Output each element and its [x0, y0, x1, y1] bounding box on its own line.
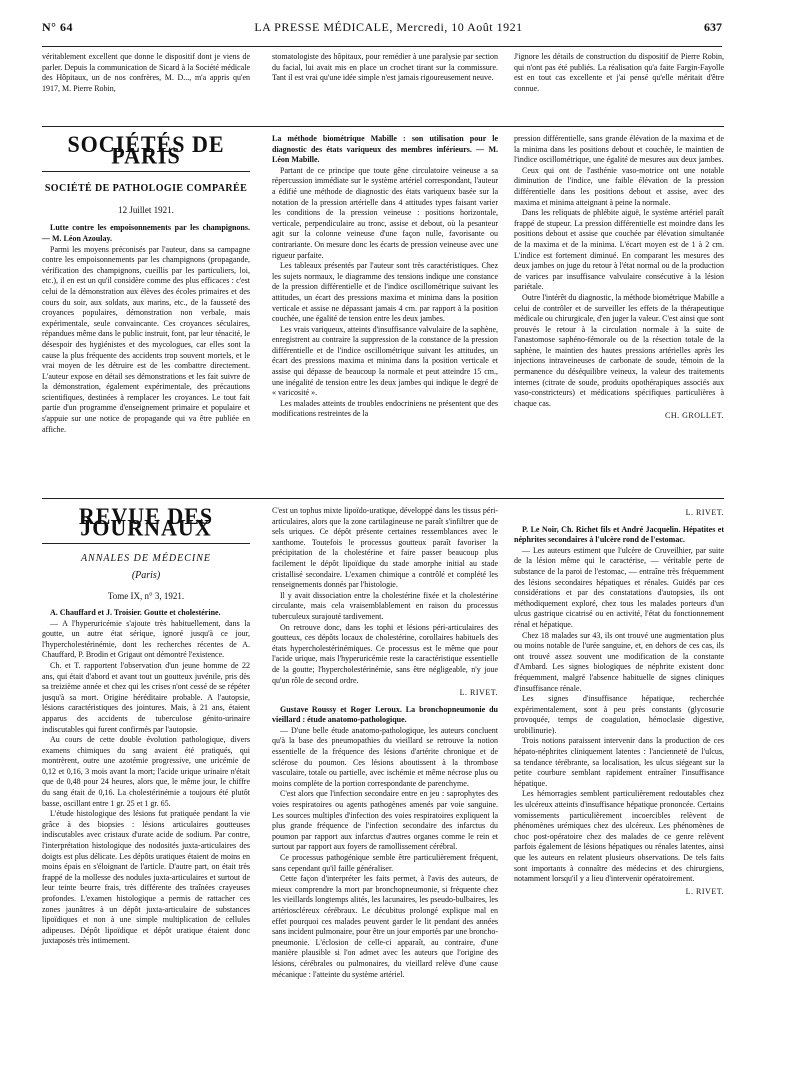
review-paragraph: Au cours de cette double évolution pathologique, divers examens chimiques du sang avaient été pratiqués, qui montrèrent, outre une azotémie progressive, une uricémie de 0,12 et 0,16, 3 mois avant la mort; l'acide urique urinaire n'était que de 0,48 pour 24 heures, alors que, le même jour, le chiffre du sang était de 0,16. La cholestérinémie a toujours été plutôt basse, oscillant entre 1 gr. 25 et 1 gr. 65.: [42, 735, 250, 808]
review-heading: A. Chauffard et J. Troisier. Goutte et cholestérine.: [50, 607, 221, 617]
text-block: J'ignore les détails de construction du dispositif de Pierre Robin, qui n'ont pas été publiés. La réalisation qu'a faite Fargin-Fayolle est en tout cas excellente et j'ai pensé qu'elle méritait d'être connue.: [514, 52, 724, 93]
review-paragraph: — D'une belle étude anatomo-pathologique, les auteurs concluent qu'à la base des pneumopathies du vieillard se retrouve la notion essentielle de la fréquence des lésions d'artérite chronique et de sclérose du poumon. Ces lésions aboutissent à la thrombose vasculaire, totale ou partielle, avec ischémie et même nécrose plus ou moins complète de la portion correspondante de parenchyme.: [272, 725, 498, 788]
article-paragraph: Les tableaux présentés par l'auteur sont très caractéristiques. Chez les sujets normaux, le diagramme des tensions indique une constance de la pression différentielle et de l'indice oscillométrique suivant les attitudes, un écart des pressions maxima et minima dans la position verticale et assise ne dépassant jamais 4 cm. par rapport à la position couchée, une égalité de tension entre les deux jambes.: [272, 261, 498, 324]
review-paragraph: Cette façon d'interpréter les faits permet, à l'avis des auteurs, de mieux comprendre la mort par bronchopneumonie, si fréquente chez les vieillards longtemps alités, les lacunaires, les pseudo-bulbaires, les artérioscléreux cérébraux. Le décubitus prolongé explique mal en effet pourquoi ces malades peuvent garder le lit pendant des années sans incident pulmonaire, pour être un jour emportés par une broncho-pneumonie. L'éclosion de celle-ci apparaît, au contraire, d'une manière plausible si l'on admet avec les auteurs que l'origine des lésions, cérébrales ou pulmonaires, du vieillard relève d'une cause mécanique : l'atteinte du système artériel.: [272, 874, 498, 979]
journal-name: ANNALES DE MÉDECINE: [80, 553, 212, 565]
revue-col-1: [42, 503, 250, 947]
author-signature: L. RIVET.: [685, 886, 724, 896]
review-paragraph: C'est alors que l'infection secondaire entre en jeu : saprophytes des voies respiratoires ou agents pathogènes amenés par voie sanguine. Les sources multiples d'infection des voies respiratoires expliquent la plus grande fréquence de l'infection secondaire des infarctus du poumon par rapport aux infarctus d'autres organes comme le rein et surtout par rapport aux foyers de ramollissement cérébral.: [272, 789, 498, 852]
societes-col-1: [42, 131, 250, 435]
author-signature: L. RIVET.: [459, 688, 498, 698]
review-paragraph: Les hémorragies semblent particulièrement redoutables chez les ulcéreux atteints d'insuffisance hépatique prononcée. Certains vomissements particulièrement incoercibles relèvent de phénomènes urémiques chez des ulcéreux. Les phénomènes de choc post-opératoire chez des malades de ce genre relèvent parfois également de lésions hépatiques ou rénales latentes, ainsi que les auteurs en relatent plusieurs observations. De tels faits sont importants à connaître des médecins et des chirurgiens, notamment lorsqu'il y a lieu d'intervenir opératoirement.: [514, 789, 724, 884]
review-paragraph: Trois notions paraissent intervenir dans la production de ces hépato-néphrites cliniquement latentes : l'ancienneté de l'ulcus, sa tendance térébrante, sa localisation, les ulcus siégeant sur la petite courbure semblant rapidement entraîner l'insuffisance hépatique.: [514, 736, 724, 788]
top-col-3: [514, 52, 724, 94]
session-date: 12 Juillet 1921.: [118, 204, 174, 215]
text-block: stomatologiste des hôpitaux, pour remédier à une paralysie par section du facial, lui avait mis en place un crochet tirant sur la commissure. Tant il est vrai qu'une idée simple n'est jamais rigoureusement neuve.: [272, 52, 498, 83]
article-paragraph: Les vrais variqueux, atteints d'insuffisance valvulaire de la saphène, enregistrent au contraire la suppression de la constance de la pression différentielle et de l'indice oscillométrique suivant les attitudes, un écart des pressions maxima et minima dans la position verticale et assise qui dépasse de beaucoup la normale et peut atteindre 15 cm., une inégalité de tension entre les deux jambes qui indique le degré de « varicosité ».: [272, 324, 498, 398]
review-paragraph: — A l'hyperuricémie s'ajoute très habituellement, dans la goutte, un autre état sérique, ignoré jusqu'à ce jour, l'hypercholestérinémie, dont les recherches récentes de A. Chauffard, P. Brodin et Grigaut ont démontré l'existence.: [42, 618, 250, 660]
article-body: Parmi les moyens préconisés par l'auteur, dans sa campagne contre les empoisonnements par les champignons (propagande, vérification des champignons, cueillis par les particuliers, loi, etc.), il en est un qu'il considère comme des plus efficaces : c'est celui de la démonstration aux élèves des écoles primaires et des cours du soir, aux soldats, aux marins, etc., de la fausseté des croyances populaires, démonstration non verbale, mais expérimentale, seule convaincante. Ces croyances séculaires, répandues même dans le public instruit, font, par leur ténacité, le désespoir des hygiénistes et des mycologues, car elles sont la cause la plus fréquente des accidents trop souvent mortels, et le vrai moyen de les détruire est de les combattre directement. L'auteur expose en détail ses démonstrations et les fait suivre de la démonstration, également expérimentale, des précautions scientifiques, destinées à remplacer les croyances. Le tout fait partie d'un programme d'enseignement primaire et populaire et s'appuie sur une notice de propagande qui va être publiée en affiche.: [42, 244, 250, 434]
review-paragraph: On retrouve donc, dans les tophi et lésions péri-articulaires des goutteux, ces dépôts locaux de cholestérine, corollaires habituels des états hypercholestérinémiques. Ce processus est le même que pour l'acide urique, mais l'hyperuricémie reste la caractéristique essentielle de la goutte; l'hypercholestérinémie, sans être négligeable, n'y joue qu'un rôle de second ordre.: [272, 622, 498, 685]
author-signature: L. RIVET.: [685, 508, 724, 517]
article-paragraph: Outre l'intérêt du diagnostic, la méthode biométrique Mabille a celui de contrôler et de surveiller les effets de la thérapeutique médicale ou chirurgicale, d'en juger la valeur. C'est ainsi que sont prouvés le retour à la circulation normale à la suite de l'anastomose saphéno-fémorale ou de la résection totale de la saphène, le maintien des hautes pressions artérielles après les injections intraveineuses de carbonate de soude, témoin de la permanence du déséquilibre veineux, la valeur des traitements internes (citrate de soude, produits opothérapiques associés aux vaso-constricteurs) et médications spécifiques particulières à chaque cas.: [514, 292, 724, 408]
review-heading: P. Le Noir, Ch. Richet fils et André Jacquelin. Hépatites et néphrites secondaires à l'ulcère rond de l'estomac.: [514, 524, 724, 545]
society-name: SOCIÉTÉ DE PATHOLOGIE COMPARÉE: [44, 183, 248, 195]
article-heading: Lutte contre les empoisonnements par les champignons. — M. Léon Azoulay.: [42, 223, 250, 243]
review-paragraph: Ce processus pathogénique semble être particulièrement fréquent, sans cependant qu'il faille généraliser.: [272, 853, 498, 873]
review-paragraph: C'est un tophus mixte lipoïdo-uratique, développé dans les tissus péri-articulaires, alors que la zone cartilagineuse ne paraît s'infiltrer que de sels uriques. Ce dépôt présente certaines ressemblances avec le xanthome. Toutefois le processus goutteux paraît favoriser la précipitation de la cholestérine et faire passer beaucoup plus facilement le dépôt lipoïdique du stade amorphe initial au stade cristallisé secondaire. L'examen chimique a contrôlé et complété les renseignements donnés par l'histologie.: [272, 506, 498, 590]
section-divider: [42, 498, 724, 499]
review-paragraph: Ch. et T. rapportent l'observation d'un jeune homme de 22 ans, qui était d'abord et avant tout un goutteux juvénile, pris dès sa treizième année et chez qui les crises n'ont cessé de se répéter jusqu'à sa mort. Origine héréditaire probable. A l'autopsie, lésions caractéristiques des jointures. Mais, à 21 ans, étaient apparus des accidents de tuberculose génito-urinaire indiscutables qui furent confirmés par l'autopsie.: [42, 660, 250, 734]
article-paragraph: pression différentielle, sans grande élévation de la maxima et de la minima dans les positions debout et couchée, le maintien de l'indice oscillométrique, une égalité de mesures aux deux jambes.: [514, 134, 724, 165]
page-number: 637: [703, 20, 722, 34]
review-paragraph: Les signes d'insuffisance hépatique, recherchée expérimentalement, sont à peu près constants (glycosurie provoquée, temps de coagulation, hémoclasie digestive, urobilinurie).: [514, 694, 724, 735]
journal-place: (Paris): [131, 569, 161, 581]
top-col-2: [272, 52, 498, 84]
review-paragraph: Il y avait dissociation entre la cholestérine fixée et la cholestérine circulante, mais cela vraisemblablement en raison du processus tuberculeux surajouté tardivement.: [272, 590, 498, 621]
publication-line: LA PRESSE MÉDICALE, Mercredi, 10 Août 1921: [254, 20, 523, 34]
article-paragraph: Ceux qui ont de l'asthénie vaso-motrice ont une notable diminution de l'indice, une faible élévation de la pression différentielle dans les positions debout et assise, avec des maxima et minima atteignant à peine la normale.: [514, 165, 724, 207]
societes-col-2: [272, 134, 498, 420]
review-heading: Gustave Roussy et Roger Leroux. La bronchopneumonie du vieillard : étude anatomo-pathologique.: [272, 704, 498, 725]
author-signature: CH. GROLLET.: [665, 411, 724, 421]
article-paragraph: Les malades atteints de troubles endocriniens ne présentent que des modifications restreintes de la: [272, 398, 498, 419]
revue-col-3: [514, 506, 724, 897]
article-heading: La méthode biométrique Mabille : son utilisation pour le diagnostic des états variqueux des membres inférieurs. — M. Léon Mabille.: [272, 134, 498, 165]
title-rule: [42, 543, 250, 544]
review-paragraph: — Les auteurs estiment que l'ulcère de Cruveilhier, par suite de la lésion même qui le caractérise, — véritable perte de substance de la paroi de l'estomac, — entraîne très fréquemment des lésions secondaires hépatiques et rénales. Guidés par ces considérations et par des constatations d'autopsies, ils ont méthodiquement exploré, chez tous les malades porteurs d'un ulcus gastrique cicatrisé ou en activité, l'état du fonctionnement rénal et hépatique.: [514, 545, 724, 629]
top-col-1: [42, 52, 250, 94]
section-divider: [42, 126, 724, 127]
societes-col-3: [514, 134, 724, 422]
page-header: [42, 20, 722, 47]
text-block: véritablement excellent que donne le dispositif dont je viens de parler. Depuis la communication de Sicard à la Société médicale des Hôpitaux, un de nos confrères, M. D..., m'a appris qu'en 1917, M. Pierre Robin,: [42, 52, 250, 93]
article-paragraph: Dans les reliquats de phlébite aiguë, le système artériel paraît frappé de stupeur. La pression différentielle est moindre dans les positions debout et assise que couchée par élévation simultanée de la maxima et de la minima. L'écart moyen est de 1 à 2 cm. L'indice est fortement diminué. En comparant les mesures des deux jambes on juge du retour à l'état normal ou de la production de varices par insuffisance valvulaire consécutive à la lésion pariétale.: [514, 208, 724, 292]
issue-number: N° 64: [42, 20, 73, 34]
section-title: REVUE DES JOURNAUX: [78, 503, 214, 541]
title-rule: [42, 171, 250, 172]
article-paragraph: Partant de ce principe que toute gêne circulatoire veineuse a sa répercussion immédiate sur le système artériel correspondant, l'auteur a édifié une méthode de diagnostic des états variqueux basée sur la notation de la pression artérielle dans 4 attitudes types faisant varier les conditions de la pression veineuse : positions horizontale, verticale, perpendiculaire au tronc, assise et debout, où la pesanteur agit sur la colonne veineuse d'une façon nulle, favorisante ou contrariante. On mesure donc les écarts de pression veineuse avec une rigueur parfaite.: [272, 165, 498, 260]
section-title: SOCIÉTÉS DE PARIS: [67, 131, 225, 169]
revue-col-2: [272, 506, 498, 980]
review-paragraph: Chez 18 malades sur 43, ils ont trouvé une augmentation plus ou moins notable de l'urée sanguine, et, en dehors de ces cas, ils ont trouvé assez souvent une modification de la constante d'Ambard. Les signes biologiques de néphrite existent donc fréquemment, malgré l'absence habituelle de signes cliniques d'insuffisance rénale.: [514, 630, 724, 693]
review-paragraph: L'étude histologique des lésions fut pratiquée pendant la vie grâce à des biopsies : lésions articulaires goutteuses indiscutables avec cristaux d'urate acide de sodium. Par contre, l'interprétation histologique des nodosités juxta-articulaires des doigts est plus délicate. Les dépôts uratiques étaient de moins en moins épais en s'éloignant de l'article. D'autre part, on était très frappé de la mollesse des nodules juxta-articulaires et surtout de leur teinte beurre frais, très différente des traînées crayeuses profondes. L'examen histologique a permis de rattacher ces zones jaunâtres à un dépôt juxta-articulaire de substances lipoïdiques et non à une simple multiplication de cellules adipeuses. Dépôt lipoïdique et dépôt uratique étaient donc juxtaposés très intimement.: [42, 809, 250, 946]
journal-volume: Tome IX, n° 3, 1921.: [107, 591, 185, 602]
